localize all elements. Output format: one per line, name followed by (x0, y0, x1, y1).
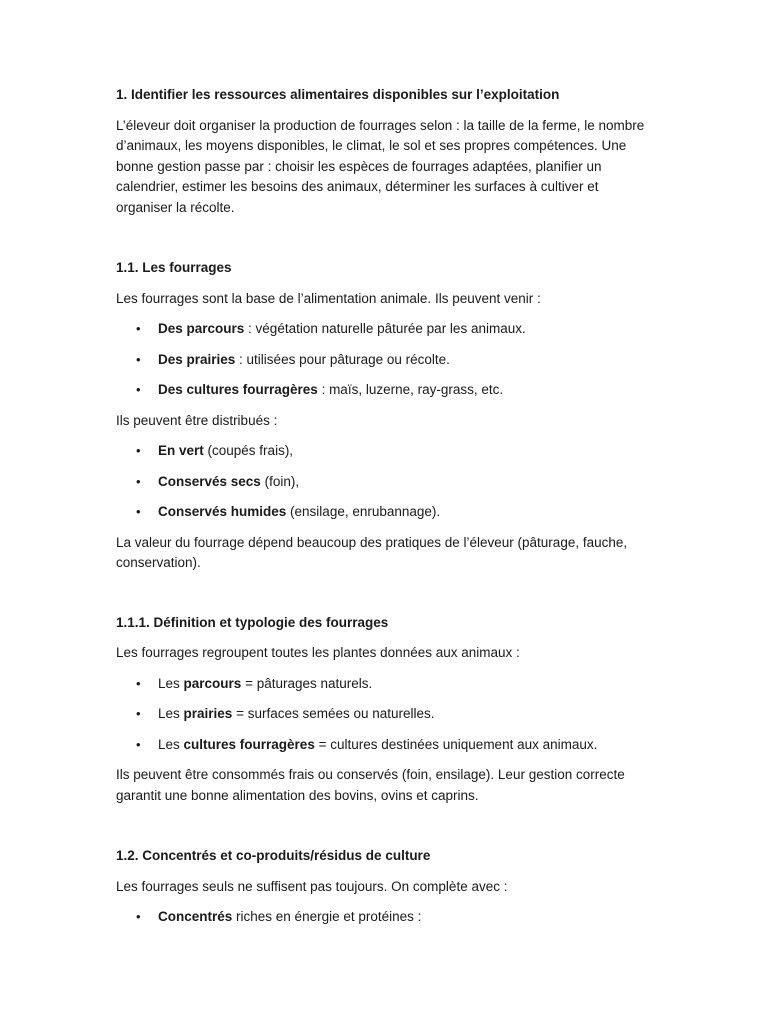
bullet-icon: • (136, 706, 141, 721)
list-item-text: = cultures destinées uniquement aux animaux. (314, 736, 598, 752)
section-1-1-intro: Les fourrages sont la base de l’alimentation animale. Ils peuvent venir : (116, 290, 541, 306)
list-item-text: (ensilage, enrubannage). (286, 504, 441, 519)
bullet-icon: • (136, 473, 141, 489)
list-item-bold: Des cultures fourragères (158, 382, 318, 397)
section-1-title: 1. Identifier les ressources alimentaires disponibles sur l’exploitation (116, 87, 560, 102)
bullet-icon: • (136, 382, 141, 397)
list-item (116, 502, 656, 523)
list-item (116, 380, 656, 401)
section-1-1-title: 1.1. Les fourrages (116, 260, 232, 275)
list-item-prefix: Les (158, 675, 184, 691)
bullet-icon: • (136, 504, 141, 519)
list-item-bold: Conservés humides (158, 504, 287, 519)
list-item-text: (foin), (260, 473, 300, 489)
list-item-text: riches en énergie et protéines : (232, 909, 422, 924)
section-1-1-1-conclusion: Ils peuvent être consommés frais ou conservés (foin, ensilage). Leur gestion correcte garantit une bonne alimentation des bovins, ovins et caprins. (116, 767, 625, 803)
list-item (116, 735, 656, 756)
list-item-text: = surfaces semées ou naturelles. (232, 706, 435, 721)
list-item-text: : maïs, luzerne, ray-grass, etc. (317, 382, 504, 397)
list-item-bold: Concentrés (158, 909, 233, 924)
list-item (116, 350, 656, 371)
distributed-intro: Ils peuvent être distribués : (116, 412, 278, 428)
list-item-text: = pâturages naturels. (241, 675, 373, 691)
list-item (116, 441, 656, 462)
list-item-prefix: Les (158, 736, 184, 752)
list-item-text: (coupés frais), (203, 443, 294, 458)
bullet-icon: • (136, 675, 141, 691)
list-item-bold: Des prairies (158, 351, 236, 367)
list-item (116, 907, 656, 928)
bullet-icon: • (136, 351, 141, 367)
section-1-1-1-title: 1.1.1. Définition et typologie des fourrages (116, 614, 389, 630)
section-1-1-conclusion: La valeur du fourrage dépend beaucoup des pratiques de l’éleveur (pâturage, fauche, conservation). (116, 534, 628, 570)
list-item-bold: En vert (158, 443, 204, 458)
section-1-2-intro: Les fourrages seuls ne suffisent pas toujours. On complète avec : (116, 878, 508, 894)
list-item-text: : végétation naturelle pâturée par les animaux. (244, 321, 526, 336)
bullet-icon: • (136, 909, 141, 924)
section-1-2-title: 1.2. Concentrés et co-produits/résidus de culture (116, 848, 431, 863)
fourrage-sources-list (116, 319, 656, 401)
list-item-bold: parcours (183, 675, 242, 691)
list-item (116, 674, 656, 695)
list-item-prefix: Les (158, 706, 184, 721)
distribution-list (116, 441, 656, 523)
list-item (116, 319, 656, 340)
section-1-1-1-intro: Les fourrages regroupent toutes les plantes données aux animaux : (116, 645, 520, 660)
bullet-icon: • (136, 443, 141, 458)
list-item (116, 472, 656, 493)
bullet-icon: • (136, 736, 141, 752)
list-item-bold: Des parcours (158, 321, 245, 336)
list-item (116, 704, 656, 725)
document-content (116, 85, 656, 938)
bullet-icon: • (136, 321, 141, 336)
typologie-list (116, 674, 656, 756)
list-item-bold: prairies (183, 706, 233, 721)
list-item-bold: Conservés secs (158, 473, 261, 489)
complements-list (116, 907, 656, 928)
section-1-paragraph: L’éleveur doit organiser la production de fourrages selon : la taille de la ferme, le nombre d’animaux, les moyens disponibles, le climat, le sol et ses propres compétences. Une bonne gestion passe par : choisir les espèces de fourrages adaptées, planifier un calendrier, estimer les besoins des animaux, déterminer les surfaces à cultiver et organiser la récolte. (116, 117, 645, 215)
list-item-text: : utilisées pour pâturage ou récolte. (235, 351, 450, 367)
list-item-bold: cultures fourragères (183, 736, 315, 752)
